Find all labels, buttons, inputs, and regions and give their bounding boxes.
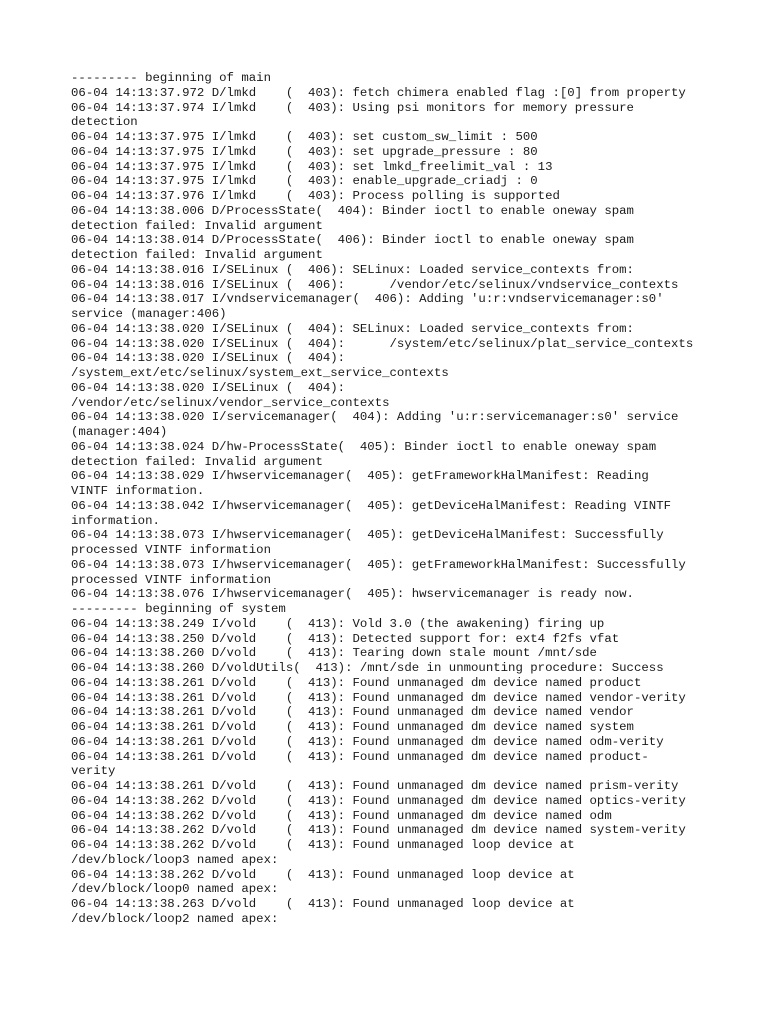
log-line: processed VINTF information [71,543,272,557]
log-line: 06-04 14:13:38.029 I/hwservicemanager( 405): getFrameworkHalManifest: Reading [71,469,649,484]
log-line: /system_ext/etc/selinux/system_ext_service_contexts [71,366,449,380]
log-line: VINTF information. [71,484,205,498]
log-line: 06-04 14:13:38.006 D/ProcessState( 404): Binder ioctl to enable oneway spam [71,203,634,218]
log-line: service (manager:406) [71,307,227,321]
log-line: 06-04 14:13:38.262 D/vold ( 413): Found unmanaged dm device named optics-verity [71,793,686,808]
log-line: --------- beginning of main [71,71,272,85]
log-line: 06-04 14:13:38.261 D/vold ( 413): Found unmanaged dm device named product- [71,749,649,764]
log-line: detection failed: Invalid argument [71,248,323,262]
log-line: 06-04 14:13:38.073 I/hwservicemanager( 405): getFrameworkHalManifest: Successfully [71,557,686,572]
log-line: 06-04 14:13:38.250 D/vold ( 413): Detected support for: ext4 f2fs vfat [71,631,620,646]
log-line: 06-04 14:13:38.260 D/vold ( 413): Tearing down stale mount /mnt/sde [71,646,597,661]
log-line: 06-04 14:13:38.073 I/hwservicemanager( 405): getDeviceHalManifest: Successfully [71,528,664,543]
log-line: processed VINTF information [71,572,272,587]
log-line: verity [71,764,116,779]
log-line: 06-04 14:13:37.974 I/lmkd ( 403): Using psi monitors for memory pressure [71,100,634,115]
log-line: 06-04 14:13:38.261 D/vold ( 413): Found unmanaged dm device named system [71,720,634,734]
log-line: 06-04 14:13:38.261 D/vold ( 413): Found unmanaged dm device named prism-verity [71,779,679,793]
log-line: /vendor/etc/selinux/vendor_service_contexts [71,395,390,410]
log-line: 06-04 14:13:38.020 I/SELinux ( 404): /system/etc/selinux/plat_service_contexts [71,336,694,351]
log-line: information. [71,513,160,528]
log-line: 06-04 14:13:38.042 I/hwservicemanager( 405): getDeviceHalManifest: Reading VINTF [71,498,672,513]
log-line: 06-04 14:13:38.014 D/ProcessState( 406): Binder ioctl to enable oneway spam [71,233,634,248]
log-line: 06-04 14:13:37.975 I/lmkd ( 403): set upgrade_pressure : 80 [71,144,538,159]
log-line: 06-04 14:13:37.976 I/lmkd ( 403): Process polling is supported [71,189,560,203]
log-text-block [71,71,711,927]
log-line: 06-04 14:13:38.016 I/SELinux ( 406): /vendor/etc/selinux/vndservice_contexts [71,277,679,292]
log-line: 06-04 14:13:38.076 I/hwservicemanager( 405): hwservicemanager is ready now. [71,587,634,602]
log-line: 06-04 14:13:38.262 D/vold ( 413): Found unmanaged dm device named system-verity [71,823,686,838]
log-line: 06-04 14:13:38.262 D/vold ( 413): Found unmanaged dm device named odm [71,808,612,823]
log-line: 06-04 14:13:37.975 I/lmkd ( 403): set custom_sw_limit : 500 [71,130,538,144]
log-line: 06-04 14:13:37.975 I/lmkd ( 403): set lmkd_freelimit_val : 13 [71,159,553,174]
log-line: 06-04 14:13:38.261 D/vold ( 413): Found unmanaged dm device named vendor-verity [71,690,686,705]
log-line: 06-04 14:13:38.261 D/vold ( 413): Found unmanaged dm device named odm-verity [71,734,664,749]
log-line: 06-04 14:13:37.972 D/lmkd ( 403): fetch chimera enabled flag :[0] from property [71,85,686,100]
log-line: (manager:404) [71,425,168,439]
log-line: 06-04 14:13:38.020 I/servicemanager( 404): Adding 'u:r:servicemanager:s0' service [71,410,679,425]
log-line: detection [71,115,138,130]
log-line: /dev/block/loop0 named apex: [71,882,279,897]
log-line: 06-04 14:13:38.016 I/SELinux ( 406): SELinux: Loaded service_contexts from: [71,262,634,277]
log-line: 06-04 14:13:38.020 I/SELinux ( 404): SELinux: Loaded service_contexts from: [71,321,634,336]
log-line: detection failed: Invalid argument [71,454,323,469]
log-line: /dev/block/loop3 named apex: [71,852,279,867]
log-line: 06-04 14:13:38.020 I/SELinux ( 404): [71,380,346,395]
log-line: 06-04 14:13:38.262 D/vold ( 413): Found unmanaged loop device at [71,867,575,882]
log-line: 06-04 14:13:38.017 I/vndservicemanager( 406): Adding 'u:r:vndservicemanager:s0' [71,292,664,307]
log-line: 06-04 14:13:38.260 D/voldUtils( 413): /mnt/sde in unmounting procedure: Success [71,661,664,675]
log-line: detection failed: Invalid argument [71,218,323,233]
log-line: --------- beginning of system [71,602,286,616]
log-line: 06-04 14:13:38.261 D/vold ( 413): Found unmanaged dm device named product [71,675,642,690]
log-line: 06-04 14:13:38.263 D/vold ( 413): Found unmanaged loop device at [71,897,575,911]
log-line: 06-04 14:13:38.261 D/vold ( 413): Found unmanaged dm device named vendor [71,705,634,720]
log-line: 06-04 14:13:38.249 I/vold ( 413): Vold 3.0 (the awakening) firing up [71,616,605,631]
log-line: /dev/block/loop2 named apex: [71,911,279,926]
log-line: 06-04 14:13:38.020 I/SELinux ( 404): [71,351,346,366]
log-line: 06-04 14:13:38.024 D/hw-ProcessState( 405): Binder ioctl to enable oneway spam [71,439,657,454]
log-line: 06-04 14:13:38.262 D/vold ( 413): Found unmanaged loop device at [71,838,575,852]
log-line: 06-04 14:13:37.975 I/lmkd ( 403): enable_upgrade_criadj : 0 [71,174,538,189]
